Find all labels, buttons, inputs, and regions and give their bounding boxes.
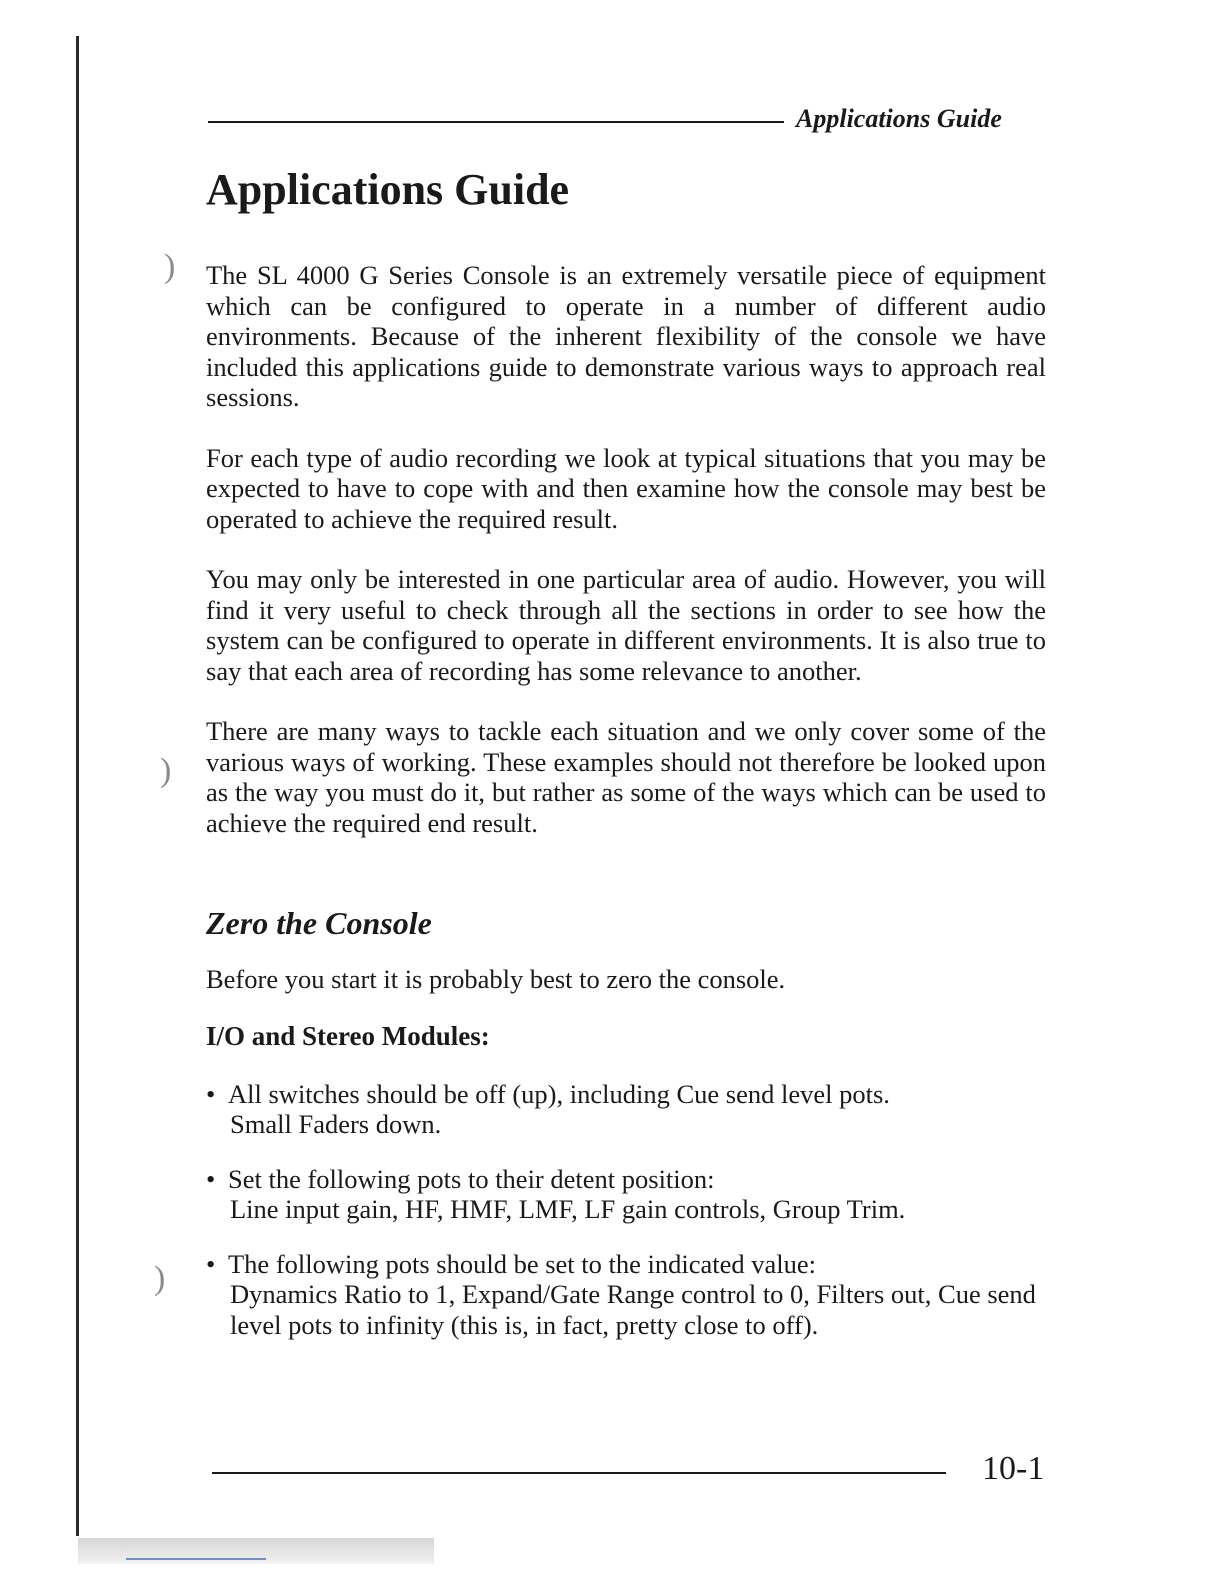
punch-hole-mark-middle: ) — [160, 752, 172, 789]
bullet-item — [206, 1079, 1046, 1140]
binding-edge-line — [76, 36, 79, 1536]
bullet-text-line2: Small Faders down. — [230, 1109, 442, 1140]
punch-hole-mark-top: ) — [164, 248, 176, 285]
body-content — [206, 260, 1046, 1364]
scan-shadow — [78, 1538, 434, 1564]
bullet-marker: • — [206, 1163, 216, 1194]
bullet-text-line2: Dynamics Ratio to 1, Expand/Gate Range control to 0, Filters out, Cue send level pots to infinity (this is, in fact, pretty close to off). — [230, 1279, 1036, 1340]
header-rule — [208, 121, 784, 123]
paragraph-intro: The SL 4000 G Series Console is an extremely versatile piece of equipment which can be configured to operate in a number of different audio environments. Because of the inherent flexibility of the console we have included this applications guide to demonstrate various ways to approach real sessions. — [206, 260, 1046, 412]
paragraph-ways: There are many ways to tackle each situation and we only cover some of the various ways of working. These examples should not therefore be looked upon as the way you must do it, but rather as some of the ways which can be used to achieve the required end result. — [206, 716, 1046, 838]
page-title: Applications Guide — [206, 165, 570, 214]
scan-artifact-line — [126, 1558, 266, 1560]
bullet-item — [206, 1164, 1046, 1225]
bullet-item — [206, 1249, 1046, 1341]
section-intro: Before you start it is probably best to zero the console. — [206, 964, 786, 995]
punch-hole-mark-bottom: ) — [154, 1260, 166, 1297]
bullet-marker: • — [206, 1078, 216, 1109]
bullet-text-line1: The following pots should be set to the indicated value: — [228, 1248, 817, 1279]
bullet-marker: • — [206, 1248, 216, 1279]
section-title: Zero the Console — [206, 905, 432, 941]
footer-rule — [212, 1472, 946, 1474]
paragraph-areas: You may only be interested in one particular area of audio. However, you will find it very useful to check through all the sections in order to see how the system can be configured to operate in different environments. It is also true to say that each area of recording has some relevance to another. — [206, 564, 1046, 686]
bullet-text-line1: All switches should be off (up), including Cue send level pots. — [228, 1078, 890, 1109]
section-subheading: I/O and Stereo Modules: — [206, 1020, 490, 1051]
bullet-text-line1: Set the following pots to their detent position: — [228, 1163, 715, 1194]
page-number: 10-1 — [982, 1450, 1045, 1487]
running-header: Applications Guide — [796, 104, 1002, 133]
bullet-text-line2: Line input gain, HF, HMF, LMF, LF gain controls, Group Trim. — [230, 1194, 906, 1225]
paragraph-recording-types: For each type of audio recording we look at typical situations that you may be expected to have to cope with and then examine how the console may best be operated to achieve the required result. — [206, 442, 1046, 534]
